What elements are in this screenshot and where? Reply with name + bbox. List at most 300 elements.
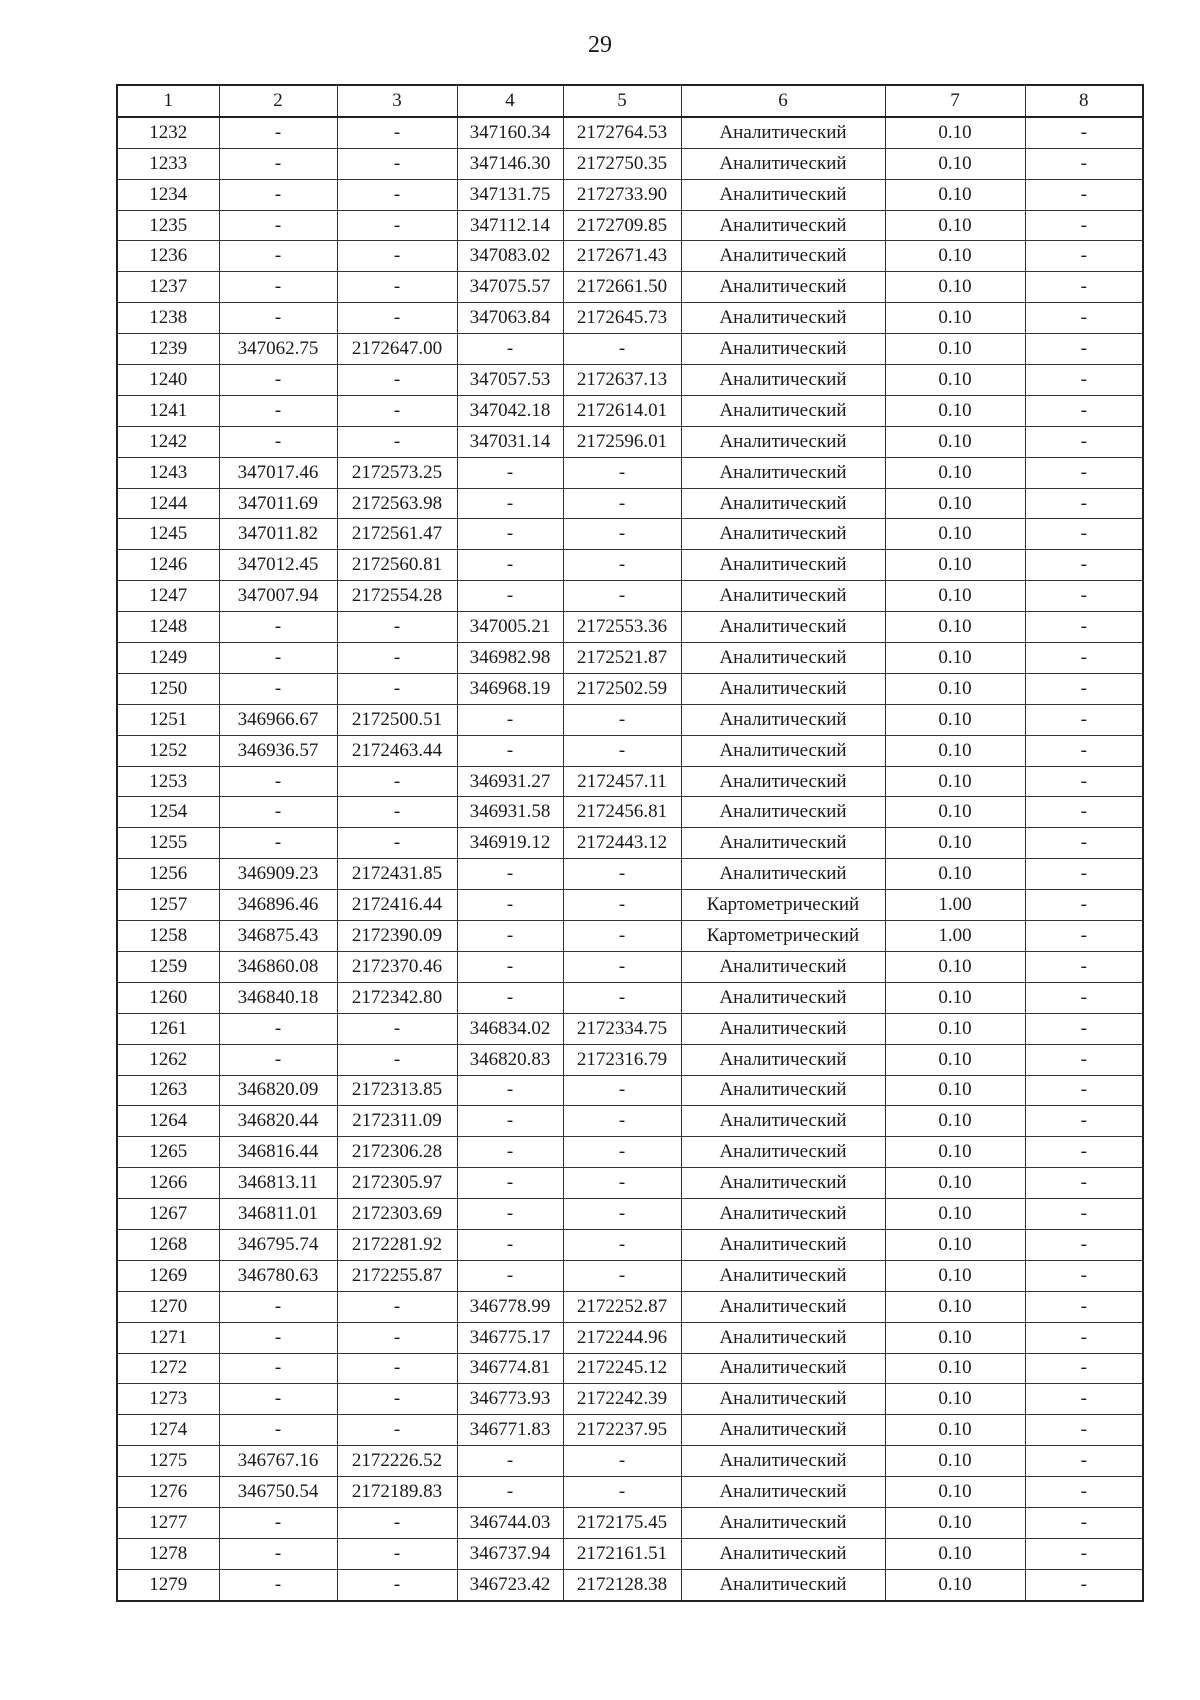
table-cell-col-2: 347011.69 xyxy=(219,488,337,519)
table-cell-col-6: Аналитический xyxy=(681,1384,885,1415)
table-cell-col-3: - xyxy=(337,426,457,457)
table-cell-col-7: 0.10 xyxy=(885,241,1025,272)
table-row xyxy=(117,766,1143,797)
table-cell-col-1: 1268 xyxy=(117,1229,219,1260)
table-cell-col-8: - xyxy=(1025,1260,1143,1291)
table-cell-col-4: - xyxy=(457,519,563,550)
table-cell-col-3: 2172189.83 xyxy=(337,1477,457,1508)
table-cell-col-1: 1242 xyxy=(117,426,219,457)
coordinates-table xyxy=(116,84,1144,1602)
table-cell-col-3: - xyxy=(337,1013,457,1044)
table-cell-col-5: 2172637.13 xyxy=(563,365,681,396)
table-cell-col-1: 1232 xyxy=(117,117,219,148)
table-cell-col-8: - xyxy=(1025,1106,1143,1137)
table-cell-col-8: - xyxy=(1025,488,1143,519)
table-cell-col-6: Аналитический xyxy=(681,334,885,365)
table-cell-col-6: Аналитический xyxy=(681,1569,885,1600)
table-cell-col-3: - xyxy=(337,673,457,704)
table-cell-col-8: - xyxy=(1025,1291,1143,1322)
table-cell-col-4: 346773.93 xyxy=(457,1384,563,1415)
table-row xyxy=(117,272,1143,303)
table-cell-col-3: 2172463.44 xyxy=(337,735,457,766)
table-cell-col-7: 0.10 xyxy=(885,859,1025,890)
table-cell-col-6: Аналитический xyxy=(681,1415,885,1446)
table-cell-col-6: Аналитический xyxy=(681,241,885,272)
table-cell-col-5: 2172252.87 xyxy=(563,1291,681,1322)
table-row xyxy=(117,1106,1143,1137)
table-row xyxy=(117,1168,1143,1199)
table-cell-col-8: - xyxy=(1025,1446,1143,1477)
table-cell-col-4: - xyxy=(457,1260,563,1291)
table-row xyxy=(117,303,1143,334)
table-cell-col-4: - xyxy=(457,1229,563,1260)
column-header-3: 3 xyxy=(337,85,457,117)
header-row xyxy=(117,85,1143,117)
table-cell-col-2: 346750.54 xyxy=(219,1477,337,1508)
table-cell-col-1: 1243 xyxy=(117,457,219,488)
table-cell-col-8: - xyxy=(1025,1075,1143,1106)
column-header-5: 5 xyxy=(563,85,681,117)
table-cell-col-1: 1244 xyxy=(117,488,219,519)
table-cell-col-1: 1262 xyxy=(117,1044,219,1075)
table-cell-col-2: - xyxy=(219,241,337,272)
table-cell-col-6: Аналитический xyxy=(681,1446,885,1477)
table-cell-col-2: 346909.23 xyxy=(219,859,337,890)
table-cell-col-8: - xyxy=(1025,797,1143,828)
table-row xyxy=(117,1477,1143,1508)
table-cell-col-6: Аналитический xyxy=(681,1322,885,1353)
table-cell-col-3: - xyxy=(337,643,457,674)
table-cell-col-5: - xyxy=(563,1168,681,1199)
table-cell-col-3: - xyxy=(337,1322,457,1353)
table-row xyxy=(117,1384,1143,1415)
table-cell-col-6: Аналитический xyxy=(681,1260,885,1291)
table-cell-col-7: 0.10 xyxy=(885,1353,1025,1384)
table-cell-col-1: 1252 xyxy=(117,735,219,766)
table-cell-col-2: 347012.45 xyxy=(219,550,337,581)
table-cell-col-5: 2172242.39 xyxy=(563,1384,681,1415)
table-cell-col-4: 346774.81 xyxy=(457,1353,563,1384)
table-cell-col-4: - xyxy=(457,859,563,890)
table-cell-col-5: - xyxy=(563,890,681,921)
table-cell-col-6: Аналитический xyxy=(681,1477,885,1508)
table-cell-col-6: Аналитический xyxy=(681,1538,885,1569)
table-cell-col-5: - xyxy=(563,921,681,952)
table-cell-col-1: 1265 xyxy=(117,1137,219,1168)
table-cell-col-4: 347160.34 xyxy=(457,117,563,148)
table-cell-col-3: - xyxy=(337,1538,457,1569)
table-cell-col-8: - xyxy=(1025,859,1143,890)
table-cell-col-6: Аналитический xyxy=(681,1137,885,1168)
table-cell-col-3: 2172313.85 xyxy=(337,1075,457,1106)
table-row xyxy=(117,457,1143,488)
table-cell-col-4: - xyxy=(457,1075,563,1106)
table-cell-col-6: Аналитический xyxy=(681,303,885,334)
table-cell-col-2: - xyxy=(219,1353,337,1384)
table-cell-col-5: - xyxy=(563,550,681,581)
table-cell-col-4: 346737.94 xyxy=(457,1538,563,1569)
table-row xyxy=(117,148,1143,179)
table-cell-col-1: 1257 xyxy=(117,890,219,921)
table-cell-col-5: - xyxy=(563,519,681,550)
table-row xyxy=(117,673,1143,704)
table-cell-col-1: 1264 xyxy=(117,1106,219,1137)
table-cell-col-7: 0.10 xyxy=(885,272,1025,303)
table-cell-col-1: 1261 xyxy=(117,1013,219,1044)
table-cell-col-8: - xyxy=(1025,1322,1143,1353)
table-row xyxy=(117,1229,1143,1260)
table-cell-col-7: 0.10 xyxy=(885,1229,1025,1260)
table-cell-col-6: Аналитический xyxy=(681,1106,885,1137)
table-cell-col-6: Аналитический xyxy=(681,1168,885,1199)
table-cell-col-2: - xyxy=(219,1415,337,1446)
table-cell-col-7: 0.10 xyxy=(885,1260,1025,1291)
table-cell-col-2: 346875.43 xyxy=(219,921,337,952)
table-cell-col-2: - xyxy=(219,210,337,241)
table-row xyxy=(117,334,1143,365)
table-cell-col-6: Аналитический xyxy=(681,519,885,550)
table-row xyxy=(117,581,1143,612)
table-cell-col-1: 1263 xyxy=(117,1075,219,1106)
table-cell-col-8: - xyxy=(1025,272,1143,303)
table-cell-col-7: 0.10 xyxy=(885,797,1025,828)
table-cell-col-3: 2172390.09 xyxy=(337,921,457,952)
table-row xyxy=(117,365,1143,396)
table-cell-col-4: - xyxy=(457,1199,563,1230)
table-cell-col-8: - xyxy=(1025,1477,1143,1508)
table-cell-col-5: - xyxy=(563,1446,681,1477)
table-cell-col-2: - xyxy=(219,766,337,797)
table-cell-col-5: 2172456.81 xyxy=(563,797,681,828)
table-cell-col-3: - xyxy=(337,1415,457,1446)
table-cell-col-5: - xyxy=(563,488,681,519)
table-cell-col-5: - xyxy=(563,1260,681,1291)
table-cell-col-1: 1245 xyxy=(117,519,219,550)
table-cell-col-5: 2172661.50 xyxy=(563,272,681,303)
table-cell-col-5: - xyxy=(563,1137,681,1168)
table-cell-col-7: 0.10 xyxy=(885,581,1025,612)
table-cell-col-6: Аналитический xyxy=(681,643,885,674)
table-cell-col-4: - xyxy=(457,704,563,735)
table-cell-col-1: 1241 xyxy=(117,395,219,426)
table-cell-col-4: 347031.14 xyxy=(457,426,563,457)
table-cell-col-5: 2172671.43 xyxy=(563,241,681,272)
table-cell-col-2: - xyxy=(219,1384,337,1415)
table-cell-col-8: - xyxy=(1025,457,1143,488)
table-cell-col-6: Аналитический xyxy=(681,1291,885,1322)
table-cell-col-6: Аналитический xyxy=(681,426,885,457)
table-row xyxy=(117,1260,1143,1291)
table-cell-col-2: - xyxy=(219,426,337,457)
table-cell-col-5: 2172128.38 xyxy=(563,1569,681,1600)
table-row xyxy=(117,859,1143,890)
table-row xyxy=(117,982,1143,1013)
table-cell-col-4: 346771.83 xyxy=(457,1415,563,1446)
table-cell-col-8: - xyxy=(1025,735,1143,766)
table-cell-col-5: 2172645.73 xyxy=(563,303,681,334)
table-row xyxy=(117,1013,1143,1044)
table-cell-col-4: - xyxy=(457,735,563,766)
table-cell-col-5: 2172161.51 xyxy=(563,1538,681,1569)
table-row xyxy=(117,643,1143,674)
table-cell-col-2: 346860.08 xyxy=(219,951,337,982)
table-cell-col-7: 0.10 xyxy=(885,1168,1025,1199)
table-cell-col-3: - xyxy=(337,612,457,643)
table-cell-col-5: 2172764.53 xyxy=(563,117,681,148)
table-cell-col-4: 346723.42 xyxy=(457,1569,563,1600)
table-cell-col-8: - xyxy=(1025,766,1143,797)
table-cell-col-8: - xyxy=(1025,303,1143,334)
table-cell-col-1: 1279 xyxy=(117,1569,219,1600)
table-cell-col-2: - xyxy=(219,1044,337,1075)
table-cell-col-8: - xyxy=(1025,1013,1143,1044)
table-cell-col-5: 2172244.96 xyxy=(563,1322,681,1353)
table-cell-col-3: 2172563.98 xyxy=(337,488,457,519)
table-cell-col-1: 1234 xyxy=(117,179,219,210)
table-cell-col-8: - xyxy=(1025,148,1143,179)
column-header-2: 2 xyxy=(219,85,337,117)
table-cell-col-5: - xyxy=(563,581,681,612)
table-cell-col-7: 0.10 xyxy=(885,1322,1025,1353)
table-cell-col-6: Аналитический xyxy=(681,612,885,643)
table-cell-col-7: 0.10 xyxy=(885,766,1025,797)
table-row xyxy=(117,426,1143,457)
table-cell-col-7: 0.10 xyxy=(885,612,1025,643)
table-cell-col-6: Аналитический xyxy=(681,550,885,581)
table-cell-col-1: 1256 xyxy=(117,859,219,890)
table-cell-col-1: 1277 xyxy=(117,1507,219,1538)
table-cell-col-7: 0.10 xyxy=(885,982,1025,1013)
table-cell-col-3: 2172560.81 xyxy=(337,550,457,581)
table-cell-col-3: 2172226.52 xyxy=(337,1446,457,1477)
table-cell-col-8: - xyxy=(1025,241,1143,272)
table-cell-col-3: 2172647.00 xyxy=(337,334,457,365)
table-cell-col-7: 0.10 xyxy=(885,334,1025,365)
table-cell-col-3: - xyxy=(337,1507,457,1538)
table-cell-col-6: Аналитический xyxy=(681,982,885,1013)
table-cell-col-1: 1239 xyxy=(117,334,219,365)
table-cell-col-1: 1278 xyxy=(117,1538,219,1569)
table-cell-col-8: - xyxy=(1025,704,1143,735)
table-cell-col-2: - xyxy=(219,303,337,334)
table-cell-col-7: 0.10 xyxy=(885,1013,1025,1044)
table-row xyxy=(117,519,1143,550)
table-cell-col-6: Аналитический xyxy=(681,457,885,488)
table-cell-col-4: - xyxy=(457,581,563,612)
table-cell-col-3: - xyxy=(337,766,457,797)
table-cell-col-3: 2172370.46 xyxy=(337,951,457,982)
table-cell-col-5: 2172596.01 xyxy=(563,426,681,457)
table-cell-col-6: Аналитический xyxy=(681,1229,885,1260)
table-cell-col-8: - xyxy=(1025,550,1143,581)
table-cell-col-8: - xyxy=(1025,1538,1143,1569)
table-cell-col-7: 0.10 xyxy=(885,643,1025,674)
table-cell-col-4: 347083.02 xyxy=(457,241,563,272)
table-cell-col-8: - xyxy=(1025,581,1143,612)
table-cell-col-7: 0.10 xyxy=(885,1384,1025,1415)
table-cell-col-6: Аналитический xyxy=(681,210,885,241)
table-cell-col-7: 0.10 xyxy=(885,519,1025,550)
table-cell-col-7: 0.10 xyxy=(885,1106,1025,1137)
table-cell-col-7: 0.10 xyxy=(885,179,1025,210)
table-cell-col-3: - xyxy=(337,179,457,210)
table-cell-col-8: - xyxy=(1025,1044,1143,1075)
table-cell-col-5: 2172457.11 xyxy=(563,766,681,797)
table-cell-col-8: - xyxy=(1025,426,1143,457)
table-cell-col-5: 2172443.12 xyxy=(563,828,681,859)
table-row xyxy=(117,1538,1143,1569)
table-cell-col-3: - xyxy=(337,797,457,828)
table-cell-col-8: - xyxy=(1025,673,1143,704)
column-header-7: 7 xyxy=(885,85,1025,117)
table-cell-col-3: - xyxy=(337,1384,457,1415)
table-row xyxy=(117,1507,1143,1538)
table-cell-col-5: - xyxy=(563,982,681,1013)
table-cell-col-7: 0.10 xyxy=(885,550,1025,581)
table-row xyxy=(117,1446,1143,1477)
table-cell-col-5: - xyxy=(563,457,681,488)
table-cell-col-5: - xyxy=(563,1106,681,1137)
table-cell-col-7: 0.10 xyxy=(885,426,1025,457)
table-cell-col-3: - xyxy=(337,148,457,179)
table-row xyxy=(117,1199,1143,1230)
table-cell-col-1: 1255 xyxy=(117,828,219,859)
table-cell-col-6: Аналитический xyxy=(681,1044,885,1075)
table-cell-col-1: 1248 xyxy=(117,612,219,643)
table-cell-col-2: - xyxy=(219,1322,337,1353)
table-cell-col-4: 346931.27 xyxy=(457,766,563,797)
table-cell-col-2: 346813.11 xyxy=(219,1168,337,1199)
table-cell-col-7: 0.10 xyxy=(885,1075,1025,1106)
table-cell-col-3: 2172573.25 xyxy=(337,457,457,488)
table-cell-col-2: 346780.63 xyxy=(219,1260,337,1291)
table-cell-col-8: - xyxy=(1025,210,1143,241)
table-cell-col-4: - xyxy=(457,951,563,982)
table-cell-col-3: 2172311.09 xyxy=(337,1106,457,1137)
table-cell-col-5: 2172709.85 xyxy=(563,210,681,241)
table-cell-col-7: 0.10 xyxy=(885,303,1025,334)
table-cell-col-7: 0.10 xyxy=(885,1507,1025,1538)
table-cell-col-5: 2172175.45 xyxy=(563,1507,681,1538)
table-cell-col-4: - xyxy=(457,982,563,1013)
column-header-8: 8 xyxy=(1025,85,1143,117)
table-cell-col-2: 346767.16 xyxy=(219,1446,337,1477)
table-cell-col-7: 0.10 xyxy=(885,1199,1025,1230)
table-cell-col-8: - xyxy=(1025,395,1143,426)
table-cell-col-6: Аналитический xyxy=(681,951,885,982)
table-cell-col-4: 347131.75 xyxy=(457,179,563,210)
table-cell-col-4: 346982.98 xyxy=(457,643,563,674)
table-cell-col-1: 1276 xyxy=(117,1477,219,1508)
table-cell-col-3: - xyxy=(337,828,457,859)
table-cell-col-6: Аналитический xyxy=(681,673,885,704)
table-cell-col-4: 346931.58 xyxy=(457,797,563,828)
table-cell-col-7: 0.10 xyxy=(885,488,1025,519)
table-cell-col-4: 346834.02 xyxy=(457,1013,563,1044)
table-cell-col-2: 346820.44 xyxy=(219,1106,337,1137)
table-cell-col-7: 0.10 xyxy=(885,1291,1025,1322)
table-row xyxy=(117,395,1143,426)
table-cell-col-4: - xyxy=(457,488,563,519)
table-cell-col-2: - xyxy=(219,1013,337,1044)
table-cell-col-2: 347062.75 xyxy=(219,334,337,365)
table-cell-col-1: 1270 xyxy=(117,1291,219,1322)
table-cell-col-7: 0.10 xyxy=(885,365,1025,396)
table-cell-col-3: - xyxy=(337,303,457,334)
table-cell-col-8: - xyxy=(1025,519,1143,550)
table-cell-col-1: 1266 xyxy=(117,1168,219,1199)
table-cell-col-6: Аналитический xyxy=(681,1013,885,1044)
table-cell-col-8: - xyxy=(1025,1353,1143,1384)
table-cell-col-4: - xyxy=(457,550,563,581)
table-cell-col-4: 347112.14 xyxy=(457,210,563,241)
table-cell-col-2: 346896.46 xyxy=(219,890,337,921)
table-cell-col-2: 346936.57 xyxy=(219,735,337,766)
table-cell-col-1: 1275 xyxy=(117,1446,219,1477)
table-cell-col-1: 1273 xyxy=(117,1384,219,1415)
column-header-4: 4 xyxy=(457,85,563,117)
table-cell-col-7: 0.10 xyxy=(885,1137,1025,1168)
table-cell-col-3: - xyxy=(337,395,457,426)
table-cell-col-6: Аналитический xyxy=(681,766,885,797)
table-cell-col-1: 1259 xyxy=(117,951,219,982)
table-cell-col-8: - xyxy=(1025,982,1143,1013)
table-cell-col-2: - xyxy=(219,1507,337,1538)
table-cell-col-6: Аналитический xyxy=(681,581,885,612)
page-number: 29 xyxy=(588,32,612,58)
table-cell-col-2: - xyxy=(219,395,337,426)
table-cell-col-8: - xyxy=(1025,1569,1143,1600)
table-cell-col-5: - xyxy=(563,334,681,365)
table-row xyxy=(117,828,1143,859)
table-cell-col-5: - xyxy=(563,1229,681,1260)
table-cell-col-8: - xyxy=(1025,334,1143,365)
table-cell-col-3: 2172303.69 xyxy=(337,1199,457,1230)
table-cell-col-8: - xyxy=(1025,179,1143,210)
table-cell-col-5: 2172237.95 xyxy=(563,1415,681,1446)
table-cell-col-4: 346968.19 xyxy=(457,673,563,704)
table-row xyxy=(117,1415,1143,1446)
table-cell-col-8: - xyxy=(1025,828,1143,859)
table-row xyxy=(117,488,1143,519)
table-cell-col-5: - xyxy=(563,859,681,890)
table-row xyxy=(117,890,1143,921)
table-cell-col-2: - xyxy=(219,117,337,148)
table-cell-col-3: 2172255.87 xyxy=(337,1260,457,1291)
table-cell-col-5: 2172521.87 xyxy=(563,643,681,674)
table-cell-col-5: 2172553.36 xyxy=(563,612,681,643)
table-cell-col-5: 2172750.35 xyxy=(563,148,681,179)
table-cell-col-4: - xyxy=(457,457,563,488)
table-cell-col-7: 0.10 xyxy=(885,1044,1025,1075)
table-cell-col-7: 0.10 xyxy=(885,1538,1025,1569)
table-cell-col-3: 2172416.44 xyxy=(337,890,457,921)
table-cell-col-4: - xyxy=(457,334,563,365)
table-cell-col-3: - xyxy=(337,1353,457,1384)
table-cell-col-3: - xyxy=(337,241,457,272)
table-cell-col-2: 347011.82 xyxy=(219,519,337,550)
table-cell-col-2: - xyxy=(219,643,337,674)
table-cell-col-3: 2172431.85 xyxy=(337,859,457,890)
table-cell-col-8: - xyxy=(1025,365,1143,396)
table-row xyxy=(117,117,1143,148)
table-cell-col-2: - xyxy=(219,612,337,643)
table-cell-col-8: - xyxy=(1025,1415,1143,1446)
table-cell-col-2: 346811.01 xyxy=(219,1199,337,1230)
table-cell-col-3: - xyxy=(337,1044,457,1075)
table-cell-col-7: 0.10 xyxy=(885,1569,1025,1600)
column-header-6: 6 xyxy=(681,85,885,117)
